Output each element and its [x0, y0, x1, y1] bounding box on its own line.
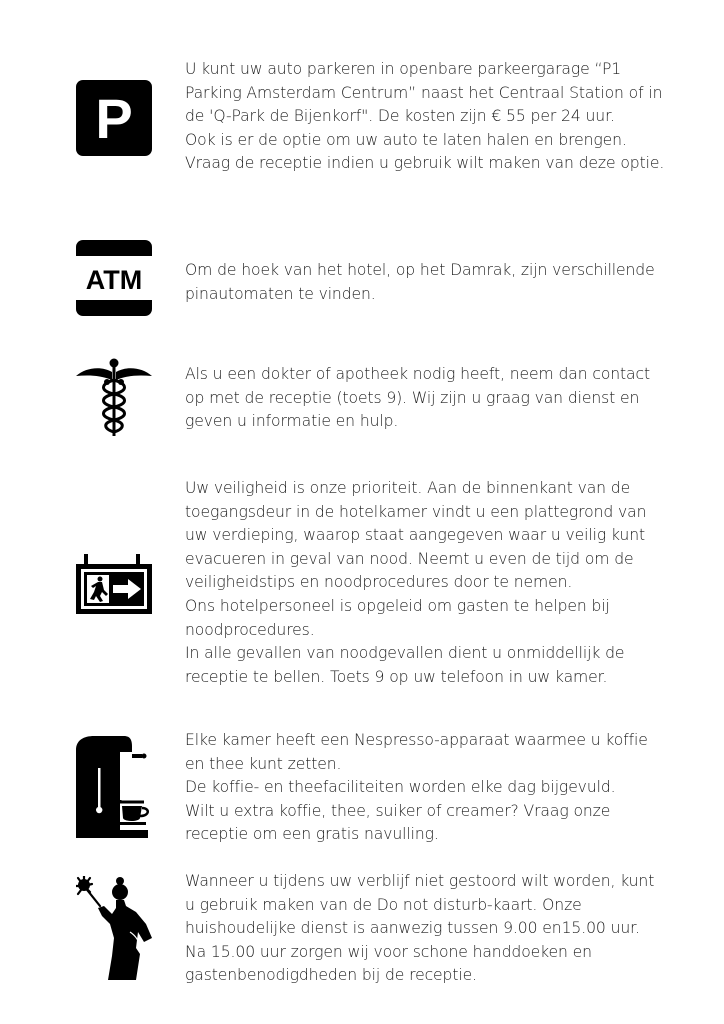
safety-info	[185, 477, 665, 689]
atm-info	[185, 259, 665, 306]
safety-text-3: In alle gevallen van noodgevallen dient u onmiddellijk de receptie te bellen. Toets 9 op uw telefoon in uw kamer.	[185, 644, 625, 686]
parking-icon-label: P	[95, 87, 133, 150]
coffee-text-1: Elke kamer heeft een Nespresso-apparaat waarmee u koffie en thee kunt zetten.	[185, 731, 648, 773]
caduceus-icon	[76, 358, 152, 436]
medical-info	[185, 363, 665, 434]
safety-text-2: Ons hotelpersoneel is opgeleid om gasten te helpen bij noodprocedures.	[185, 596, 610, 639]
parking-text-1: U kunt uw auto parkeren in openbare parkeergarage “P1 Parking Amsterdam Centrum” naast het Centraal Station of in de 'Q-Park de Bijenkorf". De kosten zijn € 55 per 24 uur.	[185, 60, 663, 126]
parking-icon	[76, 80, 152, 156]
emergency-exit-icon	[76, 554, 152, 614]
housekeeping-maid-icon	[76, 876, 154, 982]
atm-icon-label: ATM	[85, 265, 143, 295]
housekeeping-text-1: Wanneer u tijdens uw verblijf niet gestoord wilt worden, kunt u gebruik maken van de Do not disturb-kaart. Onze huishoudelijke dienst is aanwezig tussen 9.00 en15.00 uur.	[185, 872, 655, 938]
atm-text-1: Om de hoek van het hotel, op het Damrak, zijn verschillende pinautomaten te vinden.	[185, 261, 655, 303]
medical-text-1: Als u een dokter of apotheek nodig heeft, neem dan contact op met de receptie (toets 9). Wij zijn u graag van dienst en geven u informatie en hulp.	[185, 365, 650, 431]
coffee-info	[185, 729, 665, 847]
coffee-text-2: De koffie- en theefaciliteiten worden elke dag bijgevuld.	[185, 778, 616, 797]
housekeeping-text-2: Na 15.00 uur zorgen wij voor schone handdoeken en gastenbenodigdheden bij de receptie.	[185, 942, 592, 985]
coffee-text-3: Wilt u extra koffie, thee, suiker of creamer? Vraag onze receptie om een gratis navulling.	[185, 801, 611, 844]
parking-text-2: Ook is er de optie om uw auto te laten halen en brengen. Vraag de receptie indien u gebruik wilt maken van deze optie.	[185, 130, 665, 173]
safety-text-1: Uw veiligheid is onze prioriteit. Aan de binnenkant van de toegangsdeur in de hotelkamer vindt u een plattegrond van uw verdieping, waarop staat aangegeven waar u veilig kunt evacueren in geval van nood. Neemt u even de tijd om de veiligheidstips en noodprocedures door te nemen.	[185, 479, 647, 592]
coffee-machine-icon	[76, 736, 154, 838]
parking-info	[185, 58, 665, 176]
housekeeping-info	[185, 870, 665, 988]
atm-icon	[76, 240, 152, 316]
